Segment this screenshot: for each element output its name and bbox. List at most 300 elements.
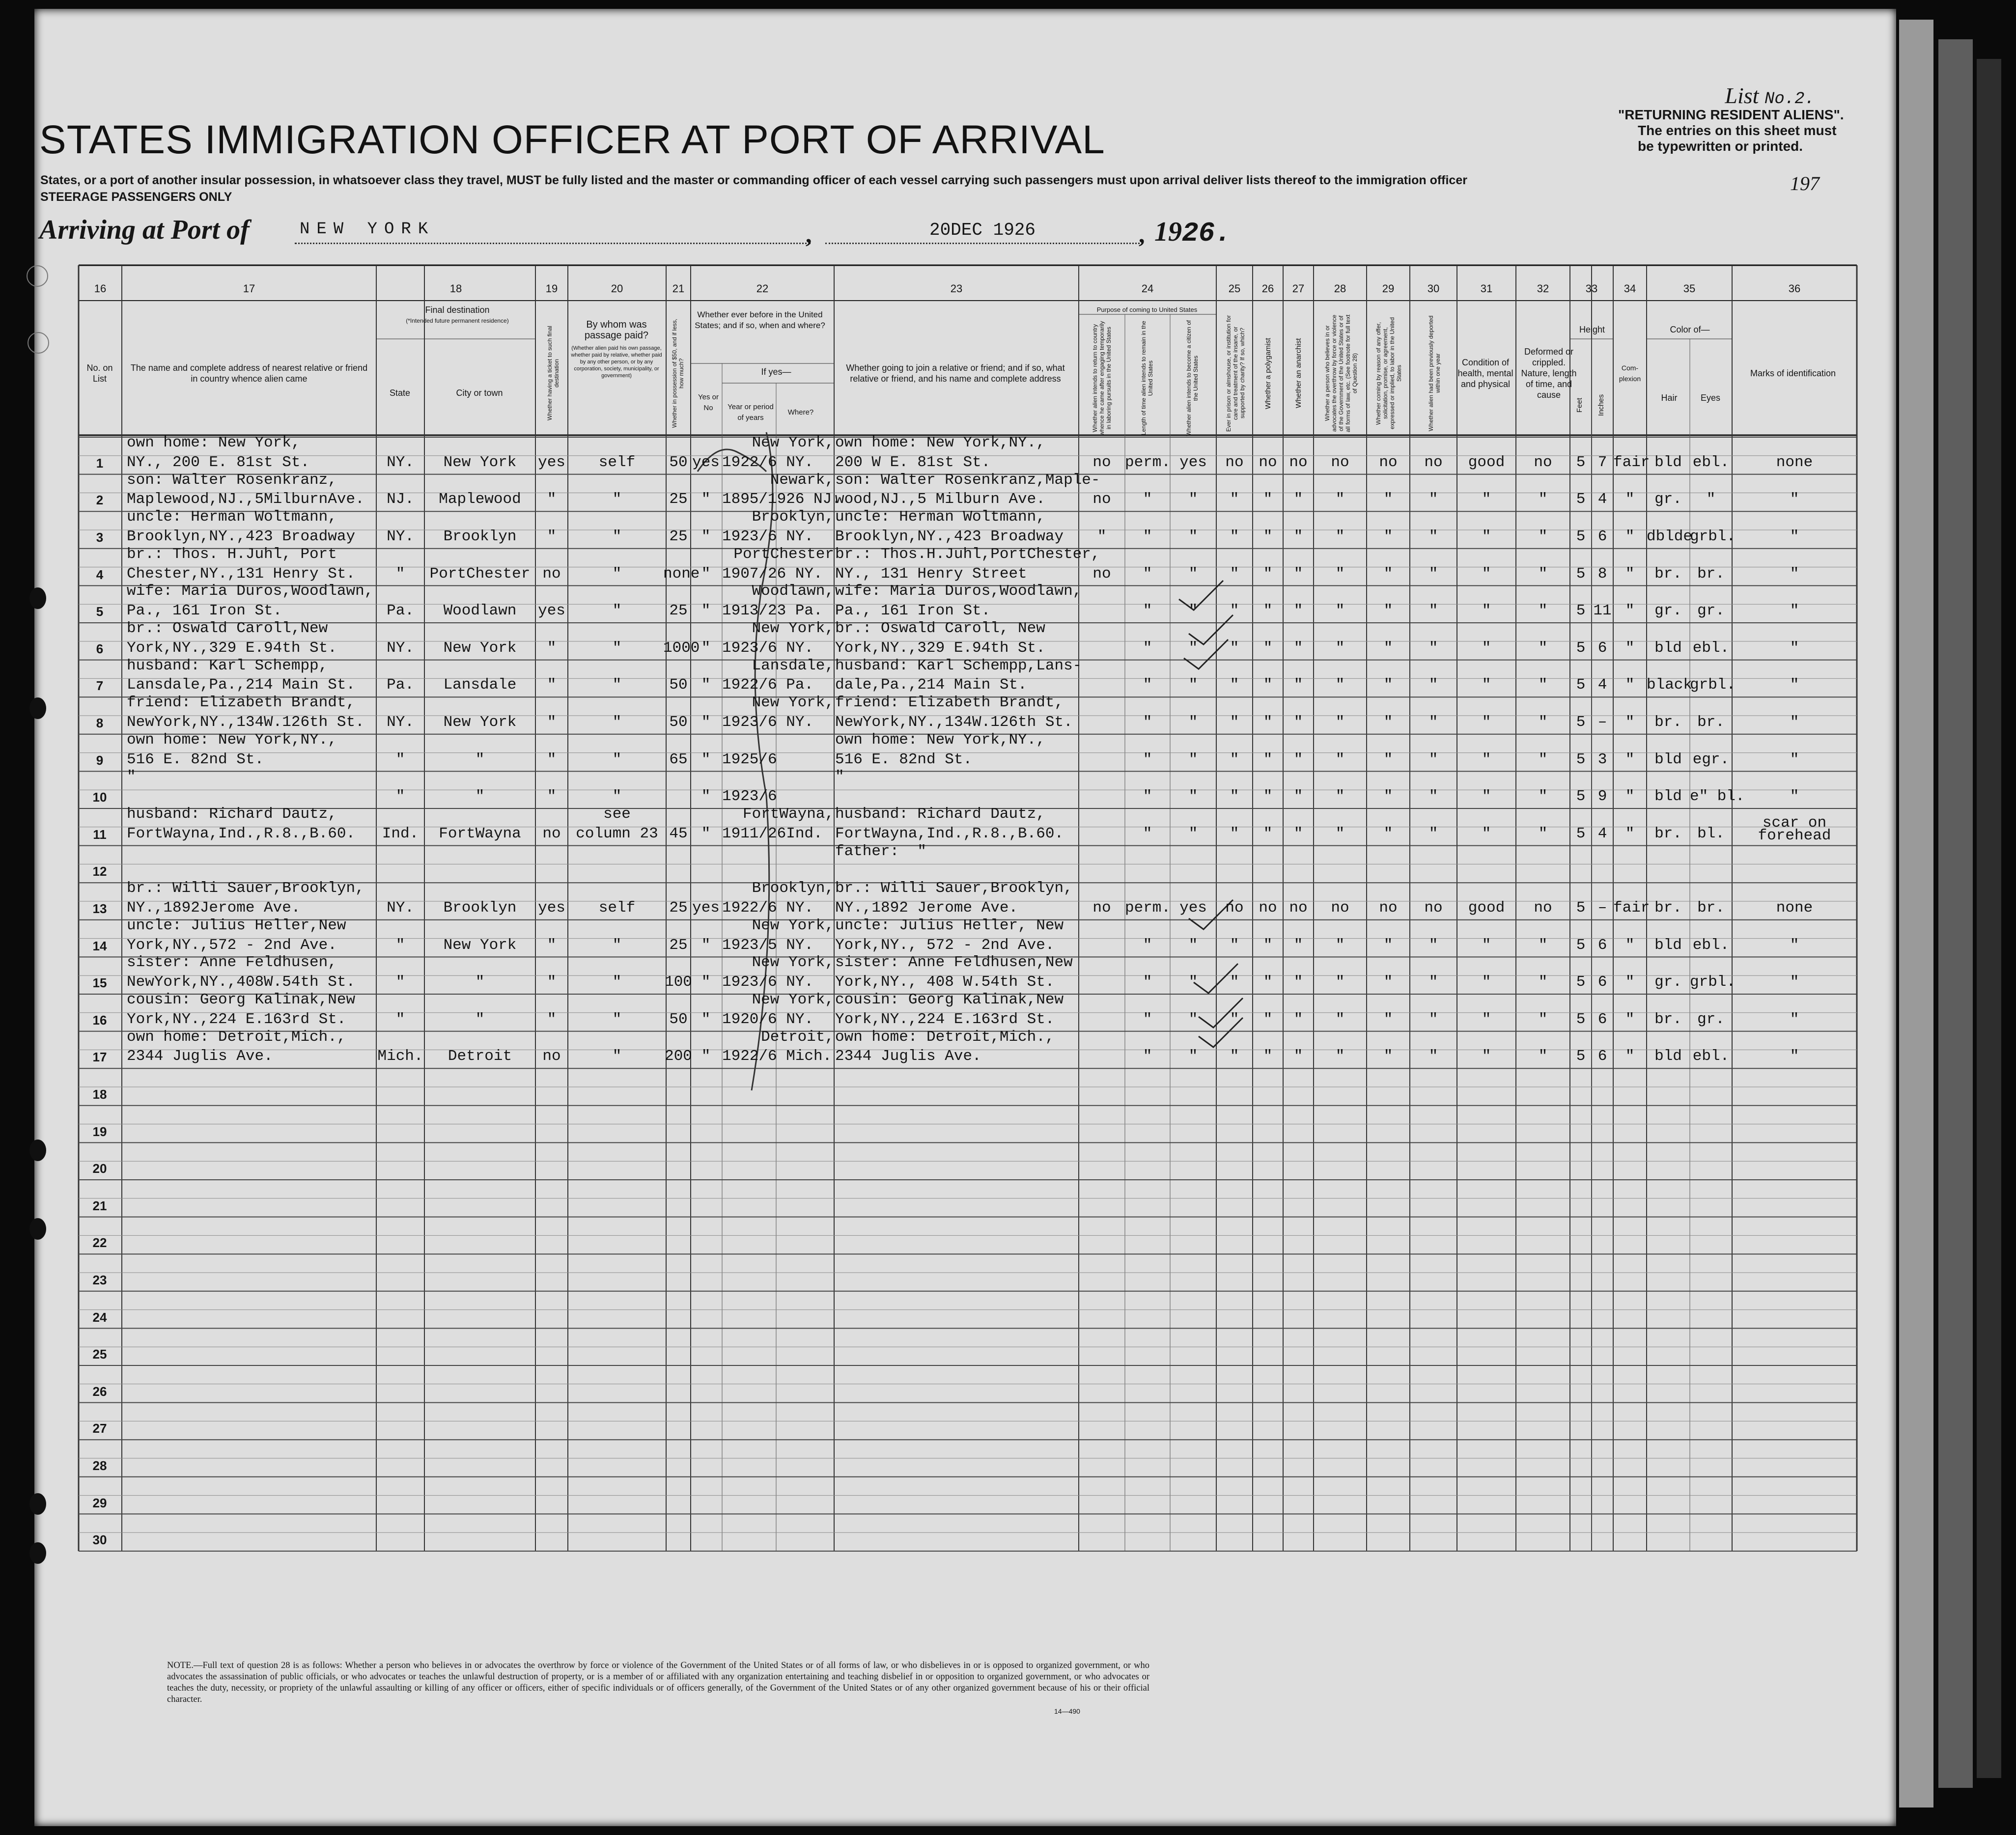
relative-address: Chester,NY.,131 Henry St. xyxy=(127,565,356,583)
polygamist-value: " xyxy=(1263,602,1273,620)
steerage-label: STEERAGE PASSENGERS ONLY xyxy=(40,190,232,204)
eyes-value: bl. xyxy=(1697,825,1725,842)
anarchist-value: " xyxy=(1293,491,1303,508)
destination-state: NY. xyxy=(387,453,414,471)
header-where: Where? xyxy=(787,408,814,417)
joining-address: dale,Pa.,214 Main St. xyxy=(835,676,1027,694)
row-number: 16 xyxy=(92,1012,107,1028)
passage-paid-value: self xyxy=(598,899,636,917)
anarchist-value: " xyxy=(1293,602,1303,620)
previous-period: 1923/6 NY. xyxy=(722,714,814,731)
joining-name: cousin: Georg Kalinak,New xyxy=(835,991,1064,1008)
header-complexion: Com-plexion xyxy=(1619,364,1641,383)
passage-paid-value: column 23 xyxy=(576,825,658,842)
ever-before-value: yes xyxy=(692,453,720,471)
purpose-length-value: perm. xyxy=(1125,453,1171,471)
destination-city: Detroit xyxy=(448,1048,512,1065)
final-destination-note: (*Intended future permanent residence) xyxy=(406,317,509,324)
deported-value: no xyxy=(1424,453,1443,471)
ever-before-value: " xyxy=(701,714,711,731)
row-number: 7 xyxy=(96,678,104,694)
prison-value: " xyxy=(1230,714,1239,731)
joining-address: NewYork,NY.,134W.126th St. xyxy=(835,714,1073,731)
relative-name: wife: Maria Duros,Woodlawn, xyxy=(127,583,374,600)
destination-state: NY. xyxy=(387,639,414,657)
complexion-value: " xyxy=(1625,639,1635,657)
instructions-text: States, or a port of another insular possession, in whatsoever class they travel, MUST be fully listed and the master or commanding officer of each vessel carrying such passengers must upon arrival deliver lists thereof to the immigration officer xyxy=(40,173,1467,187)
list-label xyxy=(1725,83,1815,109)
purpose-citizen-value: " xyxy=(1188,788,1198,806)
complexion-value: " xyxy=(1625,1010,1635,1028)
deformed-value: " xyxy=(1538,676,1548,694)
overthrow-value: " xyxy=(1335,602,1345,620)
height-inches-value: 4 xyxy=(1597,676,1607,694)
polygamist-value: " xyxy=(1263,788,1273,806)
purpose-citizen-value: " xyxy=(1188,936,1198,954)
ever-before-value: " xyxy=(701,491,711,508)
arrival-date: 20DEC 1926 xyxy=(825,220,1140,244)
deformed-value: " xyxy=(1538,936,1548,954)
joining-address: NY.,1892 Jerome Ave. xyxy=(835,899,1018,917)
header-health: Condition of health, mental and physical xyxy=(1457,358,1513,389)
purpose-length-value: " xyxy=(1143,1048,1152,1065)
destination-state: NJ. xyxy=(387,491,414,508)
joining-name: " xyxy=(835,768,844,786)
complexion-value: " xyxy=(1625,751,1635,768)
health-value: " xyxy=(1482,639,1491,657)
ticket-value: " xyxy=(547,788,557,806)
purpose-length-value: " xyxy=(1143,714,1152,731)
polygamist-value: " xyxy=(1263,751,1273,768)
ever-before-value: " xyxy=(701,825,711,842)
returning-aliens-notice xyxy=(1618,107,1874,154)
purpose-length-value: " xyxy=(1143,825,1152,842)
purpose-length-value: " xyxy=(1143,788,1152,806)
destination-city: Maplewood xyxy=(439,491,521,508)
money-value: 50 xyxy=(669,714,688,731)
hair-value: gr. xyxy=(1654,973,1682,991)
money-value: 50 xyxy=(669,676,688,694)
passage-paid-note: (Whether alien paid his own passage, whether paid by relative, whether paid by any other person, or by any corporation, society, municipality, or government) xyxy=(571,345,662,379)
purpose-citizen-value: " xyxy=(1188,528,1198,545)
header-year-period: Year or period of years xyxy=(728,403,774,422)
relative-name: own home: Detroit,Mich., xyxy=(127,1028,346,1046)
joining-name: uncle: Julius Heller, New xyxy=(835,917,1064,934)
passage-paid-value: " xyxy=(612,1048,622,1065)
header-overthrow: Whether a person who believes in or advocates the overthrow by force or violence of the Government of the United States or of all forms of law, etc. (See footnote for full text of Question 28) xyxy=(1324,314,1358,432)
hair-value: black xyxy=(1647,676,1693,694)
money-value: 25 xyxy=(669,528,688,545)
year-prefix: 19 xyxy=(1154,217,1182,247)
money-value: 65 xyxy=(669,751,688,768)
prison-value: " xyxy=(1230,973,1239,991)
previous-period: 1895/1926 NJ. xyxy=(722,491,841,508)
year-suffix: 26. xyxy=(1182,218,1232,249)
purpose-return-value: no xyxy=(1092,453,1111,471)
relative-address: York,NY.,224 E.163rd St. xyxy=(127,1010,346,1028)
polygamist-value: " xyxy=(1263,936,1273,954)
prison-value: " xyxy=(1230,565,1239,583)
ever-before-value: " xyxy=(701,751,711,768)
purpose-length-value: " xyxy=(1143,751,1152,768)
purpose-citizen-value: " xyxy=(1188,714,1198,731)
purpose-length-value: perm. xyxy=(1125,899,1171,917)
marks-value: " xyxy=(1790,1048,1799,1065)
complexion-value: " xyxy=(1625,936,1635,954)
height-inches-value: 6 xyxy=(1597,1048,1607,1065)
deported-value: " xyxy=(1428,639,1438,657)
column-number: 30 xyxy=(1427,282,1440,295)
previous-place: New York, xyxy=(752,954,834,972)
relative-name: uncle: Herman Woltmann, xyxy=(127,508,337,526)
previous-period: 1923/6 NY. xyxy=(722,639,814,657)
deported-value: " xyxy=(1428,973,1438,991)
previous-place: Newark, xyxy=(770,471,834,489)
previous-place: New York, xyxy=(752,917,834,934)
complexion-value: fair xyxy=(1613,899,1650,917)
header-possession-50: Whether in possession of $50, and if less, how much? xyxy=(671,318,685,428)
marks-value: " xyxy=(1790,973,1799,991)
row-number: 3 xyxy=(96,530,104,545)
anarchist-value: no xyxy=(1289,453,1308,471)
destination-city: Lansdale xyxy=(443,676,517,694)
health-value: " xyxy=(1482,565,1491,583)
previous-period: 1922/6 NY. xyxy=(722,899,814,917)
joining-address: 2344 Juglis Ave. xyxy=(835,1048,981,1065)
column-number: 19 xyxy=(545,282,558,295)
binder-hole xyxy=(29,697,46,719)
binder-hole xyxy=(29,1140,46,1161)
polygamist-value: " xyxy=(1263,1048,1273,1065)
ticket-value: " xyxy=(547,973,557,991)
money-value: 25 xyxy=(669,936,688,954)
ticket-value: " xyxy=(547,1010,557,1028)
health-value: good xyxy=(1468,453,1505,471)
passage-paid-value: " xyxy=(612,528,622,545)
complexion-value: " xyxy=(1625,676,1635,694)
labor-offer-value: " xyxy=(1383,676,1393,694)
joining-address: NY., 131 Henry Street xyxy=(835,565,1027,583)
deformed-value: " xyxy=(1538,751,1548,768)
row-number: 17 xyxy=(92,1050,107,1065)
labor-offer-value: " xyxy=(1383,565,1393,583)
height-feet-value: 5 xyxy=(1576,936,1586,954)
relative-name: br.: Willi Sauer,Brooklyn, xyxy=(127,880,364,897)
height-feet-value: 5 xyxy=(1576,825,1586,842)
form-number: 14—490 xyxy=(1054,1707,1080,1715)
row-number: 29 xyxy=(92,1495,107,1510)
hair-value: bld xyxy=(1654,936,1682,954)
passage-paid-label: By whom was passage paid? xyxy=(584,319,649,341)
ticket-value: no xyxy=(542,565,561,583)
height-inches-value: 6 xyxy=(1597,1010,1607,1028)
instructions xyxy=(40,172,1593,205)
complexion-value: " xyxy=(1625,491,1635,508)
deformed-value: " xyxy=(1538,491,1548,508)
health-value: " xyxy=(1482,936,1491,954)
purpose-citizen-value: " xyxy=(1188,825,1198,842)
prison-value: " xyxy=(1230,936,1239,954)
purpose-length-value: " xyxy=(1143,491,1152,508)
deformed-value: " xyxy=(1538,565,1548,583)
header-prison: Ever in prison or almshouse, or institution for care and treatment of the insane, or supported by charity? If so, which? xyxy=(1225,315,1246,432)
destination-state: Pa. xyxy=(387,602,414,620)
deformed-value: " xyxy=(1538,639,1548,657)
eyes-value: ebl. xyxy=(1692,639,1730,657)
previous-period: 1923/6 NY. xyxy=(722,528,814,545)
height-inches-value: 8 xyxy=(1597,565,1607,583)
height-feet-value: 5 xyxy=(1576,676,1586,694)
purpose-length-value: " xyxy=(1143,936,1152,954)
passage-paid-value: " xyxy=(612,1010,622,1028)
labor-offer-value: " xyxy=(1383,528,1393,545)
health-value: " xyxy=(1482,676,1491,694)
header-anarchist: Whether an anarchist xyxy=(1294,338,1303,409)
header-no-on-list: No. on List xyxy=(86,363,113,384)
anarchist-value: " xyxy=(1293,825,1303,842)
deformed-value: no xyxy=(1534,899,1552,917)
ever-before-value: " xyxy=(701,788,711,806)
destination-state: " xyxy=(395,936,405,954)
deported-value: " xyxy=(1428,491,1438,508)
purpose-citizen-value: " xyxy=(1188,676,1198,694)
destination-city: " xyxy=(475,751,485,768)
hair-value: bld xyxy=(1654,788,1682,806)
anarchist-value: " xyxy=(1293,528,1303,545)
purpose-return-value: no xyxy=(1092,899,1111,917)
column-number: 23 xyxy=(950,282,963,295)
binder-hole-ring xyxy=(28,332,49,354)
purpose-citizen-value: " xyxy=(1188,639,1198,657)
prison-value: " xyxy=(1230,825,1239,842)
height-inches-value: 6 xyxy=(1597,639,1607,657)
previous-place: New York, xyxy=(752,434,834,451)
relative-address: NewYork,NY.,134W.126th St. xyxy=(127,714,364,731)
height-feet-value: 5 xyxy=(1576,973,1586,991)
column-number: 34 xyxy=(1624,282,1636,295)
destination-state: Pa. xyxy=(387,676,414,694)
labor-offer-value: " xyxy=(1383,751,1393,768)
height-feet-value: 5 xyxy=(1576,453,1586,471)
eyes-value: br. xyxy=(1697,565,1725,583)
row-number: 10 xyxy=(92,790,107,805)
anarchist-value: " xyxy=(1293,751,1303,768)
polygamist-value: " xyxy=(1263,528,1273,545)
marks-value: " xyxy=(1790,936,1799,954)
footnote: NOTE.—Full text of question 28 is as follows: Whether a person who believes in or advocates the overthrow by force or violence of the Government of the United States or of all forms of law, or who disbelieves in or is opposed to organized government, or who advocates the assassination of public officials, or who advocates or teaches the unlawful destruction of property, or is a member of or affiliated with any organization entertaining and teaching disbelief in or opposition to organized government, or who advocates or teaches the duty, necessity, or propriety of the unlawful assaulting or killing of any officer or officers, either of specific individuals or of officers generally, of the Government of the United States or of any other organized government because of his or their official character. xyxy=(167,1661,1149,1704)
row-number: 28 xyxy=(92,1458,107,1473)
deported-value: " xyxy=(1428,565,1438,583)
deported-value: " xyxy=(1428,936,1438,954)
height-feet-value: 5 xyxy=(1576,1048,1586,1065)
overthrow-value: " xyxy=(1335,491,1345,508)
eyes-value: ebl. xyxy=(1692,1048,1730,1065)
marks-value: none xyxy=(1776,453,1813,471)
binder-hole xyxy=(29,1493,46,1515)
row-number: 15 xyxy=(92,975,107,991)
joining-name: sister: Anne Feldhusen,New xyxy=(835,954,1073,972)
prison-value: " xyxy=(1230,491,1239,508)
header-city: City or town xyxy=(456,388,503,398)
binder-hole-ring xyxy=(27,265,48,287)
purpose-citizen-value: yes xyxy=(1179,899,1207,917)
labor-offer-value: " xyxy=(1383,491,1393,508)
height-feet-value: 5 xyxy=(1576,751,1586,768)
deformed-value: " xyxy=(1538,714,1548,731)
previous-period: 1922/6 NY. xyxy=(722,453,814,471)
height-feet-value: 5 xyxy=(1576,602,1586,620)
anarchist-value: no xyxy=(1289,899,1308,917)
column-number: 21 xyxy=(672,282,685,295)
row-number: 12 xyxy=(92,864,107,879)
destination-city: New York xyxy=(443,639,517,657)
ticket-value: " xyxy=(547,936,557,954)
page-number: 197 xyxy=(1790,172,1820,195)
purpose-citizen-value: " xyxy=(1188,565,1198,583)
labor-offer-value: " xyxy=(1383,788,1393,806)
row-number: 8 xyxy=(96,716,104,730)
height-inches-value: 6 xyxy=(1597,973,1607,991)
polygamist-value: " xyxy=(1263,491,1273,508)
complexion-value: " xyxy=(1625,528,1635,545)
typewritten-line-2: be typewritten or printed. xyxy=(1638,139,1803,154)
deformed-value: no xyxy=(1534,453,1552,471)
header-deported: Whether alien had been previously deported within one year xyxy=(1428,315,1441,431)
joining-address: York,NY., 408 W.54th St. xyxy=(835,973,1055,991)
joining-name: br.: Willi Sauer,Brooklyn, xyxy=(835,880,1073,897)
column-number: 29 xyxy=(1382,282,1395,295)
typewritten-line-1: The entries on this sheet must xyxy=(1638,123,1837,138)
health-value: " xyxy=(1482,602,1491,620)
height-inches-value: 11 xyxy=(1593,602,1612,620)
prison-value: " xyxy=(1230,639,1239,657)
previous-place: FortWayna, xyxy=(742,806,834,823)
previous-place: New York, xyxy=(752,991,834,1008)
destination-state: Ind. xyxy=(382,825,419,842)
header-nearest-relative: The name and complete address of nearest relative or friend in country whence alien came xyxy=(130,363,368,384)
row-number: 26 xyxy=(92,1384,107,1399)
destination-state: " xyxy=(395,751,405,768)
joining-name: husband: Karl Schempp,Lans- xyxy=(835,657,1082,674)
money-value: 25 xyxy=(669,602,688,620)
anarchist-value: " xyxy=(1293,676,1303,694)
height-inches-value: 6 xyxy=(1597,528,1607,545)
labor-offer-value: no xyxy=(1379,453,1398,471)
column-number: 28 xyxy=(1334,282,1346,295)
port-value: NEW YORK xyxy=(295,220,811,244)
deformed-value: " xyxy=(1538,602,1548,620)
row-number: 9 xyxy=(96,752,104,768)
joining-address: Brooklyn,NY.,423 Broadway xyxy=(835,528,1064,545)
ever-before-value: " xyxy=(701,602,711,620)
marks-value: " xyxy=(1790,565,1799,583)
header-feet: Feet xyxy=(1575,398,1584,413)
destination-city: Brooklyn xyxy=(443,528,517,545)
overthrow-value: " xyxy=(1335,1048,1345,1065)
height-inches-value: 3 xyxy=(1597,751,1607,768)
marks-value: " xyxy=(1790,751,1799,768)
header-polygamist: Whether a polygamist xyxy=(1264,337,1272,409)
column-number: 36 xyxy=(1788,282,1801,295)
row-number: 24 xyxy=(92,1309,107,1325)
health-value: " xyxy=(1482,1048,1491,1065)
relative-name: uncle: Julius Heller,New xyxy=(127,917,346,934)
row-number: 2 xyxy=(96,493,104,508)
purpose-citizen-value: " xyxy=(1188,751,1198,768)
header-height: Height xyxy=(1579,325,1605,334)
complexion-value: " xyxy=(1625,565,1635,583)
joining-name: own home: New York,NY., xyxy=(835,434,1045,451)
health-value: " xyxy=(1482,528,1491,545)
eyes-value: gr. xyxy=(1697,1010,1725,1028)
overthrow-value: no xyxy=(1331,453,1349,471)
marks-value: " xyxy=(1790,639,1799,657)
column-number: 25 xyxy=(1228,282,1241,295)
relative-name: " xyxy=(127,768,136,786)
marks-value: " xyxy=(1790,602,1799,620)
relative-address: FortWayna,Ind.,R.8.,B.60. xyxy=(127,825,356,842)
destination-city: New York xyxy=(443,453,517,471)
ticket-value: " xyxy=(547,528,557,545)
arriving-label: Arriving at Port of xyxy=(39,215,250,245)
destination-state: " xyxy=(395,1010,405,1028)
previous-period: 1923/6 NY. xyxy=(722,973,814,991)
header-join-relative: Whether going to join a relative or friend; and if so, what relative or friend, and his name and complete address xyxy=(846,363,1065,384)
anarchist-value: " xyxy=(1293,936,1303,954)
relative-name: br.: Oswald Caroll,New xyxy=(127,620,328,637)
passage-paid-value: " xyxy=(612,639,622,657)
eyes-value: grbl. xyxy=(1690,528,1736,545)
purpose-length-value: " xyxy=(1143,602,1152,620)
eyes-value: egr. xyxy=(1692,751,1730,768)
labor-offer-value: " xyxy=(1383,639,1393,657)
complexion-value: " xyxy=(1625,1048,1635,1065)
anarchist-value: " xyxy=(1293,714,1303,731)
polygamist-value: no xyxy=(1259,453,1277,471)
header-if-yes: If yes— xyxy=(761,367,791,377)
eyes-value: gr. xyxy=(1697,602,1725,620)
labor-offer-value: no xyxy=(1379,899,1398,917)
row-number: 5 xyxy=(96,604,104,619)
column-number: 31 xyxy=(1480,282,1493,295)
hair-value: bld xyxy=(1654,1048,1682,1065)
money-value: 50 xyxy=(669,453,688,471)
polygamist-value: " xyxy=(1263,973,1273,991)
row-number: 19 xyxy=(92,1124,107,1139)
previous-period: 1925/6 xyxy=(722,751,777,768)
eyes-value: grbl. xyxy=(1690,676,1736,694)
anarchist-value: " xyxy=(1293,1048,1303,1065)
relative-address: Brooklyn,NY.,423 Broadway xyxy=(127,528,356,545)
previous-period: 1913/23 Pa. xyxy=(722,602,823,620)
column-number: 20 xyxy=(611,282,623,295)
height-feet-value: 5 xyxy=(1576,639,1586,657)
header-yes-no: Yes or No xyxy=(698,393,719,412)
header-purpose: Purpose of coming to United States xyxy=(1096,306,1198,313)
purpose-return-value: no xyxy=(1092,565,1111,583)
header-purpose-citizen: Whether alien intends to become a citizen of the United States xyxy=(1185,320,1199,437)
joining-address: 516 E. 82nd St. xyxy=(835,751,973,768)
destination-city: " xyxy=(475,973,485,991)
ever-before-value: yes xyxy=(692,899,720,917)
deported-value: " xyxy=(1428,714,1438,731)
joining-name: own home: Detroit,Mich., xyxy=(835,1028,1055,1046)
row-number: 4 xyxy=(96,567,104,582)
binder-hole xyxy=(29,1542,46,1564)
health-value: " xyxy=(1482,825,1491,842)
destination-state: " xyxy=(395,565,405,583)
height-inches-value: 7 xyxy=(1597,453,1607,471)
